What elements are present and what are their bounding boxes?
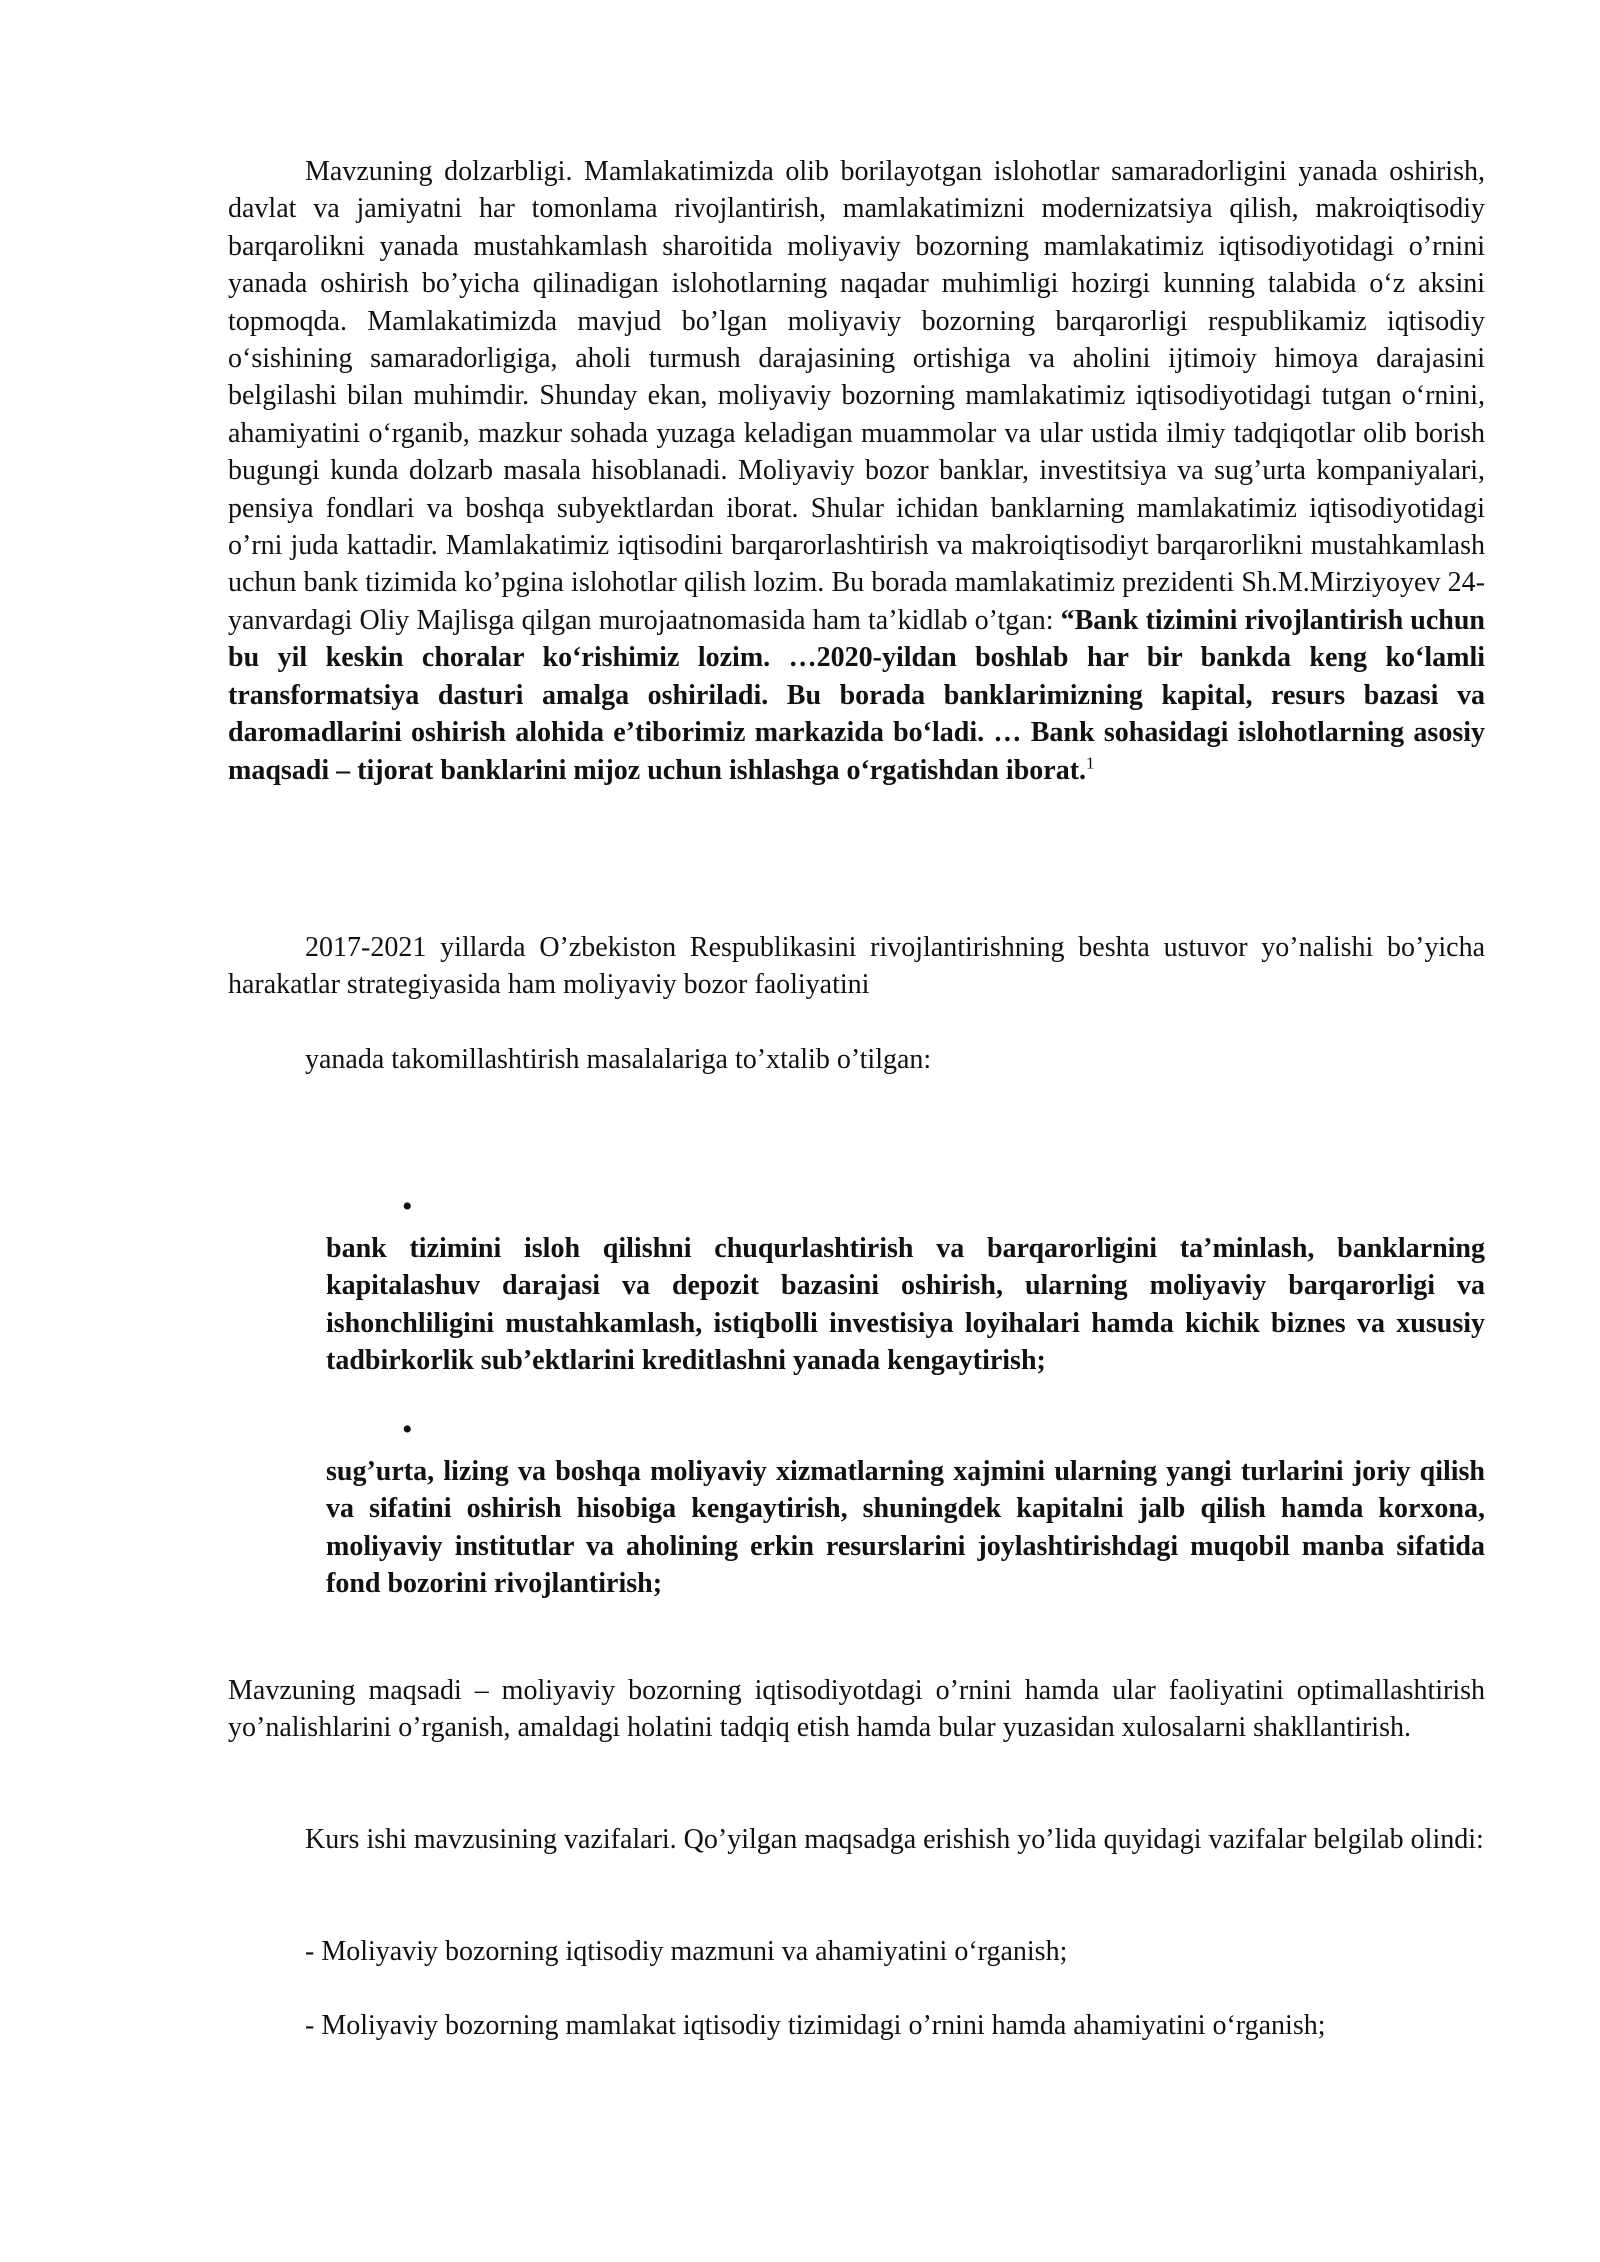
bullet-marker: • bbox=[402, 1413, 413, 1446]
goal-paragraph: Mavzuning maqsadi – moliyaviy bozorning iqtisodiyotdagi o’rnini hamda ular faoliyatini optimallashtirish yo’nalishlarini o’rganish, amaldagi holatini tadqiq etish hamda bular yuzasidan xulosalarni shakllantirish. bbox=[228, 1675, 1485, 1744]
relevance-paragraph bbox=[228, 153, 1485, 789]
task-item: - Moliyaviy bozorning iqtisodiy mazmuni va ahamiyatini o‘rganish; bbox=[305, 1936, 1068, 1967]
strategy-continuation: yanada takomillashtirish masalalariga to’xtalib o’tilgan: bbox=[305, 1044, 932, 1075]
bullet-item-insurance: sug’urta, lizing va boshqa moliyaviy xizmatlarning xajmini ularning yangi turlarini joriy qilish va sifatini oshirish hisobiga kengaytirish, shuningdek kapitalni jalb qilish hamda korxona, moliyaviy institutlar va aholining erkin resurslarini joylashtirishdagi muqobil manba sifatida fond bozorini rivojlantirish; bbox=[326, 1456, 1485, 1600]
task-item: - Moliyaviy bozorning mamlakat iqtisodiy tizimidagi o’rnini hamda ahamiyatini o‘rganish; bbox=[305, 2010, 1326, 2041]
tasks-intro-paragraph: Kurs ishi mavzusining vazifalari. Qo’yilgan maqsadga erishish yo’lida quyidagi vazifalar belgilab olindi: bbox=[305, 1824, 1484, 1855]
strategy-paragraph: 2017-2021 yillarda O’zbekiston Respublikasini rivojlantirishning beshta ustuvor yo’nalishi bo’yicha harakatlar strategiyasida ham moliyaviy bozor faoliyatini bbox=[228, 932, 1485, 1001]
relevance-text: Mavzuning dolzarbligi. Mamlakatimizda olib borilayotgan islohotlar samaradorligini yanada oshirish, davlat va jamiyatni har tomonlama rivojlantirish, mamlakatimizni modernizatsiya qilish, makroiqtisodiy barqarolikni yanada mustahkamlash sharoitida moliyaviy bozorning mamlakatimiz iqtisodiyotidagi o’rnini yanada oshirish bo’yicha qilinadigan islohotlarning naqadar muhimligi hozirgi kunning talabida o‘z aksini topmoqda. Mamlakatimizda mavjud bo’lgan moliyaviy bozorning barqarorligi respublikamiz iqtisodiy o‘sishining samaradorligiga, aholi turmush darajasining ortishiga va aholini ijtimoiy himoya darajasini belgilashi bilan muhimdir. Shunday ekan, moliyaviy bozorning mamlakatimiz iqtisodiyotidagi tutgan o‘rnini, ahamiyatini o‘rganib, mazkur sohada yuzaga keladigan muammolar va ular ustida ilmiy tadqiqotlar olib borish bugungi kunda dolzarb masala hisoblanadi. Moliyaviy bozor banklar, investitsiya va sug’urta kompaniyalari, pensiya fondlari va boshqa subyektlardan iborat. Shular ichidan banklarning mamlakatimiz iqtisodiyotidagi o’rni juda kattadir. Mamlakatimiz iqtisodini barqarorlashtirish va makroiqtisodiyt barqarorlikni mustahkamlash uchun bank tizimida ko’pgina islohotlar qilish lozim. Bu borada mamlakatimiz prezidenti Sh.M.Mirziyoyev 24-yanvardagi Oliy Majlisga qilgan murojaatnomasida ham ta’kidlab o’tgan: bbox=[228, 156, 1485, 636]
bullet-marker: • bbox=[402, 1190, 413, 1223]
president-quote: “Bank tizimini rivojlantirish uchun bu yil keskin choralar ko‘rishimiz lozim. …2020-yildan boshlab har bir bankda keng ko‘lamli transformatsiya dasturi amalga oshiriladi. Bu borada banklarimizning kapital, resurs bazasi va daromadlarini oshirish alohida e’tiborimiz markazida bo‘ladi. … Bank sohasidagi islohotlarning asosiy maqsadi – tijorat banklarini mijoz uchun ishlashga o‘rgatishdan iborat. bbox=[228, 604, 1486, 786]
footnote-marker: 1 bbox=[1086, 753, 1095, 773]
bullet-item-banking: bank tizimini isloh qilishni chuqurlashtirish va barqarorligini ta’minlash, banklarning kapitalashuv darajasi va depozit bazasini oshirish, ularning moliyaviy barqarorligi va ishonchliligini mustahkamlash, istiqbolli investisiya loyihalari hamda kichik biznes va xususiy tadbirkorlik sub’ektlarini kreditlashni yanada kengaytirish; bbox=[326, 1233, 1485, 1377]
